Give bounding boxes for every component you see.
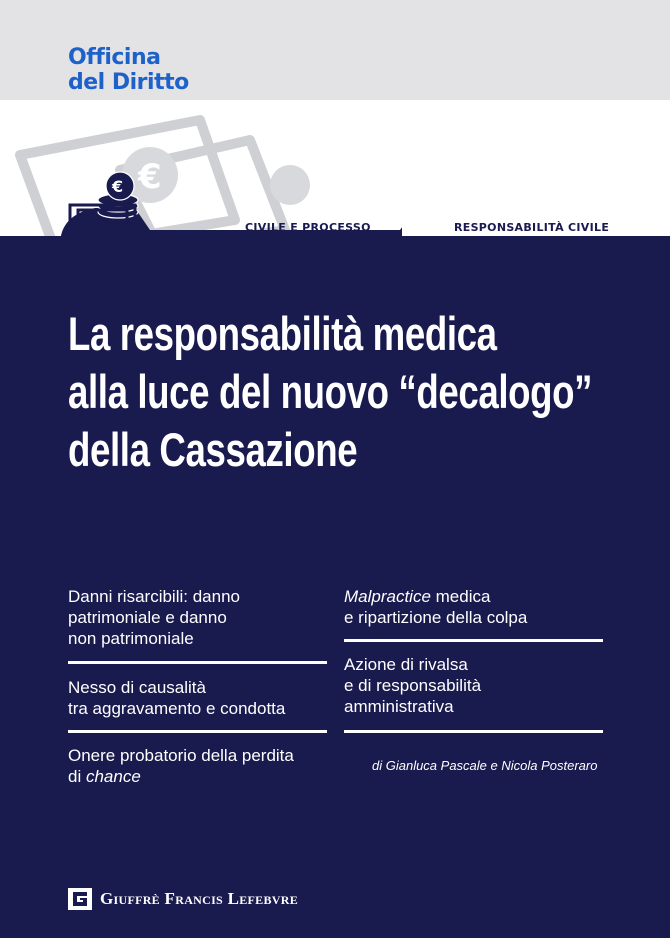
category-tab-responsabilita-civile: RESPONSABILITÀ CIVILE: [454, 221, 610, 234]
series-title: [68, 45, 189, 95]
book-title-line3: della Cassazione: [68, 423, 358, 476]
topic-divider: [344, 730, 603, 733]
topic-danni-risarcibili: [68, 586, 240, 649]
topic-malpractice: [344, 586, 527, 628]
book-title: [68, 305, 593, 479]
book-title-line1: La responsabilità medica: [68, 307, 497, 360]
topic-onere-probatorio: [68, 745, 294, 787]
topic-divider: [344, 639, 603, 642]
topic-azione-rivalsa: [344, 654, 481, 717]
category-tab-civile-processo: CIVILE E PROCESSO: [245, 221, 371, 234]
topic-line: e di responsabilità: [344, 676, 482, 695]
topic-line: [344, 586, 527, 607]
authors: di Gianluca Pascale e Nicola Posteraro: [372, 758, 598, 773]
topic-line: amministrativa: [344, 697, 454, 716]
topic-line: [68, 766, 294, 787]
topic-line: Onere probatorio della perdita: [68, 746, 294, 765]
publisher: [68, 887, 298, 911]
topic-italic-text: Malpractice: [344, 587, 431, 606]
svg-text:€: €: [138, 157, 162, 197]
svg-text:€: €: [112, 177, 124, 196]
series-title-line1: Officina: [68, 45, 161, 70]
topic-line: Danni risarcibili: danno: [68, 587, 240, 606]
topic-divider: [68, 661, 327, 664]
publisher-logo-icon: [68, 888, 92, 910]
series-title-line2: del Diritto: [68, 70, 189, 95]
book-title-line2: alla luce del nuovo “decalogo”: [68, 365, 593, 418]
topic-text: medica: [430, 587, 491, 606]
topic-nesso-causalita: [68, 677, 285, 719]
topic-text: di: [68, 767, 86, 786]
topic-divider: [68, 730, 327, 733]
topic-line: e ripartizione della colpa: [344, 608, 528, 627]
publisher-name: Giuffrè Francis Lefebvre: [100, 889, 298, 908]
topic-line: patrimoniale e danno: [68, 608, 227, 627]
topic-line: Azione di rivalsa: [344, 655, 468, 674]
topic-line: non patrimoniale: [68, 629, 194, 648]
topic-italic-text: chance: [85, 767, 141, 786]
topic-line: Nesso di causalità: [68, 678, 206, 697]
topic-line: tra aggravamento e condotta: [68, 699, 286, 718]
